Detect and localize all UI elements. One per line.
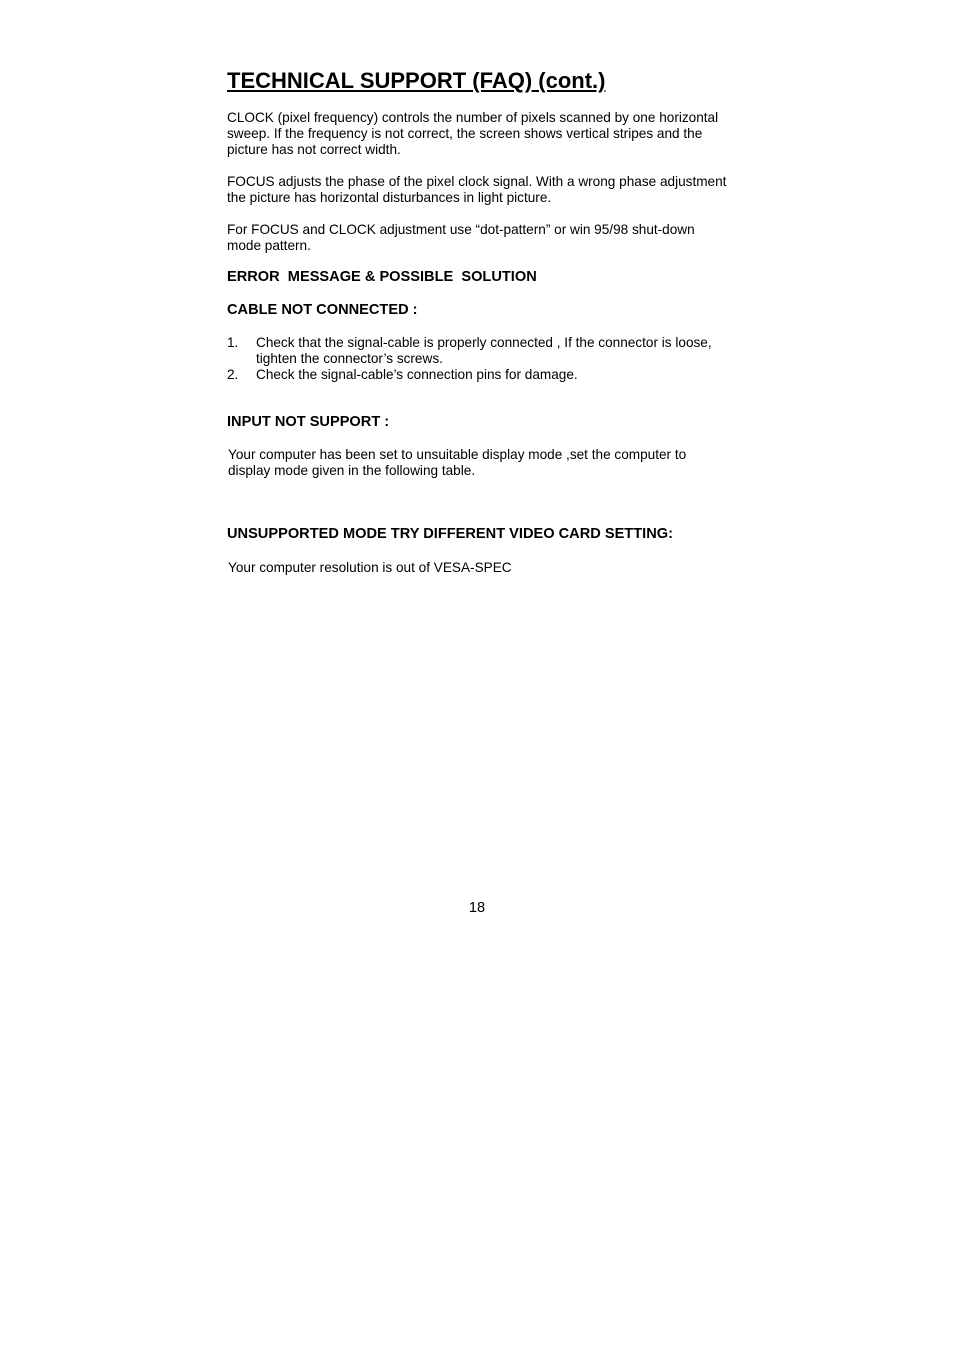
- error-message-heading: ERROR MESSAGE & POSSIBLE SOLUTION: [227, 269, 537, 285]
- clock-paragraph: CLOCK (pixel frequency) controls the number of pixels scanned by one horizontal sweep. If the frequency is not correct, the screen shows vertical stripes and the picture has not correct width.: [227, 110, 719, 157]
- page-number: 18: [468, 900, 486, 916]
- list-item-text: Check that the signal-cable is properly connected , If the connector is loose, tighten the connector’s screws.: [256, 335, 720, 366]
- list-item-text: Check the signal-cable’s connection pins for damage.: [256, 367, 578, 382]
- list-item-number: 2.: [227, 367, 239, 382]
- cable-solution-list: [227, 335, 727, 383]
- input-not-support-text: Your computer has been set to unsuitable display mode ,set the computer to display mode given in the following table.: [228, 447, 687, 478]
- cable-not-connected-heading: CABLE NOT CONNECTED :: [227, 302, 418, 318]
- adjustment-paragraph: For FOCUS and CLOCK adjustment use “dot-pattern” or win 95/98 shut-down mode pattern.: [227, 222, 695, 253]
- list-item-number: 1.: [227, 335, 239, 350]
- list-item: [227, 335, 727, 367]
- unsupported-mode-text: Your computer resolution is out of VESA-SPEC: [228, 560, 512, 575]
- page-title: TECHNICAL SUPPORT (FAQ) (cont.): [227, 68, 606, 93]
- list-item: [227, 367, 727, 383]
- unsupported-mode-heading: UNSUPPORTED MODE TRY DIFFERENT VIDEO CARD SETTING:: [227, 526, 673, 542]
- input-not-support-heading: INPUT NOT SUPPORT :: [227, 414, 390, 430]
- focus-paragraph: FOCUS adjusts the phase of the pixel clock signal. With a wrong phase adjustment the picture has horizontal disturbances in light picture.: [227, 174, 727, 205]
